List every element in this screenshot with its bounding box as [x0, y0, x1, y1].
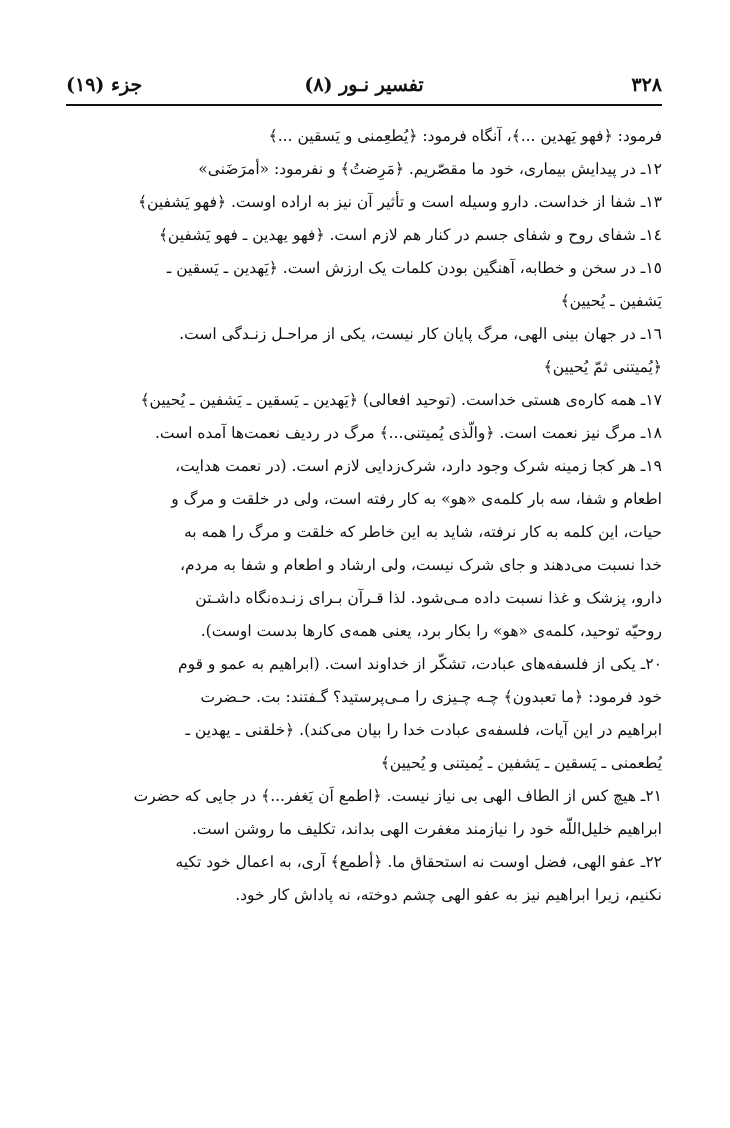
page-body: [66, 120, 662, 912]
text-line: ﴿یُمیتنی ثمّ یُحیین﴾: [543, 358, 662, 376]
text-line: نکنیم، زیرا ابراهیم نیز به عفو الهی چشم دوخته، نه پاداش کار خود.: [235, 886, 662, 904]
text-line: حیات، این کلمه به کار نرفته، شاید به این خاطر که خلقت و مرگ را همه به: [183, 523, 662, 541]
text-line: ابراهیم خلیل‌اللّه خود را نیازمند مغفرت الهی بداند، تکلیف ما روشن است.: [191, 820, 662, 838]
text-line: خدا نسبت می‌دهند و جای شرک نیست، ولی ارشاد و اطعام و شفا به مردم،: [180, 556, 662, 574]
text-line: ۱۲ـ در پیدایش بیماری، خود ما مقصّریم. ﴿مَرِضتُ﴾ و نفرمود: «أمرَضَنی»: [198, 160, 662, 178]
text-line: یُطعمنی ـ یَسقین ـ یَشفین ـ یُمیتنی و یُحیین﴾: [380, 754, 662, 772]
page-number: ۳۲۸: [631, 74, 662, 96]
text-line: خود فرمود: ﴿ما تعبدون﴾ چـه چـیزی را مـی‌پرستید؟ گـفتند: بت. حـضرت: [200, 688, 662, 706]
text-line: ۱۷ـ همه کاره‌ی هستی خداست. (توحید افعالی) ﴿یَهدین ـ یَسقین ـ یَشفین ـ یُحیین﴾: [140, 391, 662, 409]
text-line: اطعام و شفا، سه بار کلمه‌ی «هو» به کار رفته است، ولی در خلقت و مرگ و: [171, 490, 662, 508]
text-line: ۱٦ـ در جهان بینی الهی، مرگ پایان کار نیست، یکی از مراحـل زنـدگی است.: [179, 325, 662, 343]
text-line: ۱۹ـ هر کجا زمینه شرک وجود دارد، شرک‌زدایی لازم است. (در نعمت هدایت،: [175, 457, 662, 475]
text-line: ۱۳ـ شفا از خداست. دارو وسیله است و تأثیر آن نیز به اراده اوست. ﴿فهو یَشفین﴾: [137, 193, 662, 211]
text-line: یَشفین ـ یُحیین﴾: [560, 292, 662, 310]
text-line: ۱۸ـ مرگ نیز نعمت است. ﴿والّذی یُمیتنی...﴾ مرگ در ردیف نعمت‌ها آمده است.: [155, 424, 662, 442]
text-line: ۲۱ـ هیچ کس از الطاف الهی بی نیاز نیست. ﴿اطمع اَن یَغفر...﴾ در جایی که حضرت: [133, 787, 662, 805]
running-title: تفسیر نـور (۸): [304, 74, 424, 96]
part-label: جزء (۱۹): [66, 74, 143, 96]
text-line: ابراهیم در این آیات، فلسفه‌ی عبادت خدا را بیان می‌کند). ﴿خلقنی ـ یهدین ـ: [185, 721, 662, 739]
text-line: فرمود: ﴿فهو یَهدین ...﴾، آنگاه فرمود: ﴿یُطعِمنی و یَسقین ...﴾: [268, 127, 662, 145]
text-line: ۱٤ـ شفای روح و شفای جسم در کنار هم لازم است. ﴿فهو یهدین ـ فهو یَشفین﴾: [158, 226, 662, 244]
text-line: دارو، پزشک و غذا نسبت داده مـی‌شود. لذا قـرآن بـرای زنـده‌نگاه داشـتن: [195, 589, 662, 607]
text-line: ۲۰ـ یکی از فلسفه‌های عبادت، تشکّر از خداوند است. (ابراهیم به عمو و قوم: [177, 655, 662, 673]
book-page: [66, 70, 662, 912]
text-line: ۱٥ـ در سخن و خطابه، آهنگین بودن کلمات یک ارزش است. ﴿یَهدین ـ یَسقین ـ: [166, 259, 662, 277]
text-line: ۲۲ـ عفو الهی، فضل اوست نه استحقاق ما. ﴿أطمع﴾ آری، به اعمال خود تکیه: [175, 853, 662, 871]
page-header: [66, 70, 662, 106]
text-line: روحیّه توحید، کلمه‌ی «هو» را بکار برد، یعنی همه‌ی کارها بدست اوست).: [200, 622, 662, 640]
